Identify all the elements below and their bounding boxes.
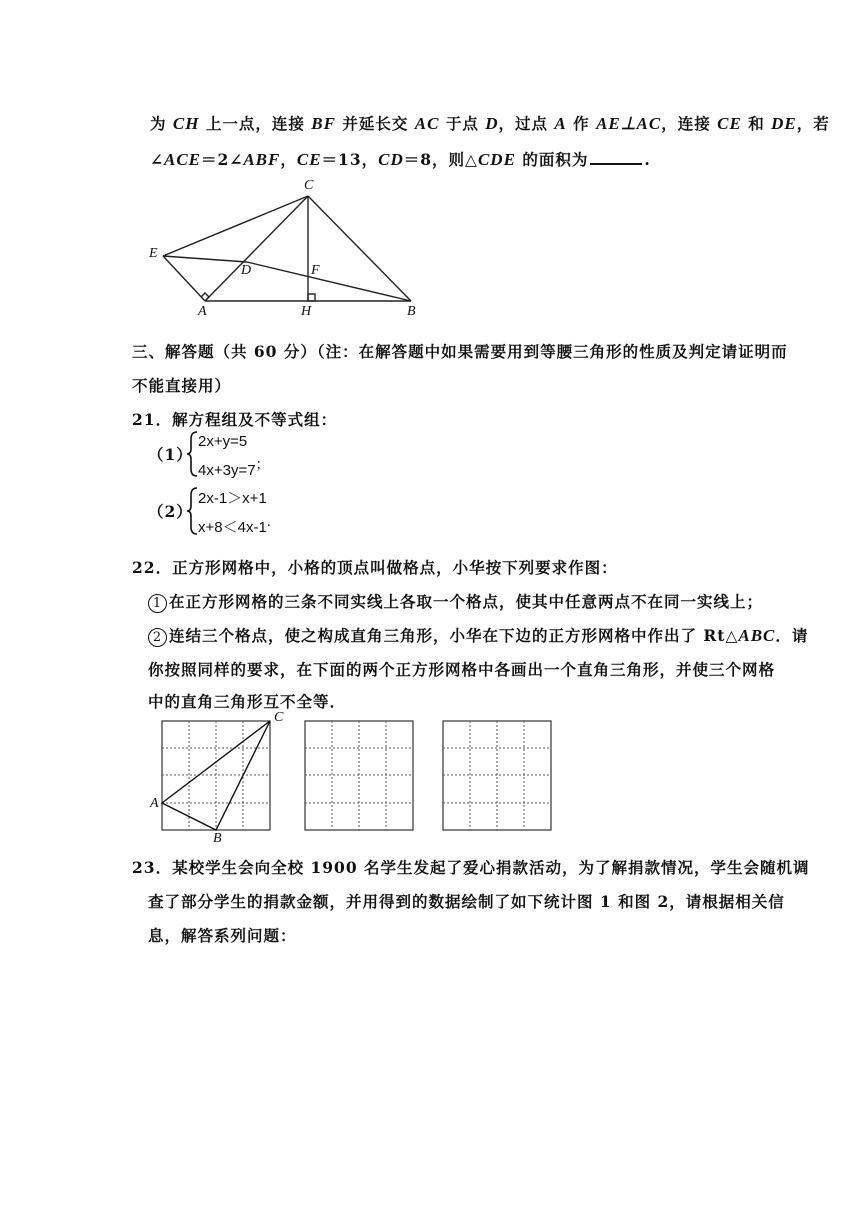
q20-text-line-2: [150, 148, 651, 170]
math-var: ABF: [243, 150, 281, 169]
equation-text: 4x+3y=7: [198, 462, 256, 479]
math-var: CDE: [477, 150, 516, 169]
math-var: ACE: [164, 150, 202, 169]
math-var: CE: [296, 150, 322, 169]
q22-title: 22．正方形网格中，小格的顶点叫做格点，小华按下列要求作图：: [132, 558, 618, 577]
q23-text-line-1: 23．某校学生会向全校 1900 名学生发起了爱心捐款活动，为了解捐款情况，学生会随机调: [132, 858, 810, 877]
circled-number-1: 1: [148, 594, 167, 613]
q22-step-1: [148, 590, 763, 613]
text: ，连接: [661, 114, 718, 133]
q23-text-line-2: 查了部分学生的捐款金额，并用得到的数据绘制了如下统计图 1 和图 2，请根据相关信: [148, 892, 785, 911]
segment-EA: [163, 256, 205, 301]
answer-blank[interactable]: [590, 149, 642, 165]
text: ＝2∠: [201, 150, 244, 169]
label-D: D: [241, 263, 252, 278]
equation: 2x+y=5: [198, 433, 248, 450]
text: 的面积为: [515, 150, 589, 169]
section-3-header: 三、解答题（共 60 分）（注：在解答题中如果需要用到等腰三角形的性质及判定请证明而: [132, 342, 788, 361]
inequality: [198, 510, 271, 539]
inequality: 2x-1＞x+1: [198, 490, 267, 507]
grid-2[interactable]: [305, 721, 413, 830]
label-C: C: [304, 178, 314, 193]
right-angle-mark-A: [201, 293, 209, 301]
section-3-header-cont: 不能直接用）: [132, 376, 232, 395]
q23-text-line-3: 息，解答系列问题：: [148, 926, 297, 945]
q21-part1-label: （1）: [148, 445, 193, 464]
q22-step-2: [148, 624, 808, 647]
segment-CA: [205, 196, 308, 301]
segment-ED: [163, 256, 247, 262]
math-var: AC: [414, 114, 440, 133]
text: 在正方形网格的三条不同实线上各取一个格点，使其中任意两点不在同一实线上；: [169, 592, 764, 611]
q21-part2-system: [198, 487, 271, 539]
text: 连结三个格点，使之构成直角三角形，小华在下边的正方形网格中作出了 Rt△: [169, 626, 739, 645]
q22-step-2-cont2: 中的直角三角形互不全等．: [148, 692, 347, 711]
label-E: E: [149, 246, 158, 261]
triangle-ABC: [162, 721, 270, 830]
text: 作: [566, 114, 597, 133]
segment-EC: [163, 196, 308, 256]
text: ＝13，: [321, 150, 379, 169]
math-var: BF: [311, 114, 336, 133]
text: 和: [741, 114, 772, 133]
label-H: H: [301, 304, 312, 319]
q20-text-line-1: [150, 112, 830, 134]
math-var: ABC: [738, 626, 776, 645]
circled-number-2: 2: [148, 628, 167, 647]
math-var: D: [485, 114, 499, 133]
punct: .: [266, 513, 271, 530]
inequality-text: x+8＜4x-1: [198, 519, 267, 536]
text: 于点: [439, 114, 486, 133]
grid-label-A: A: [150, 796, 159, 811]
text: ＝8，则△: [403, 150, 478, 169]
grid-1: [162, 721, 270, 830]
math-var: A: [554, 114, 567, 133]
text: ，: [280, 150, 297, 169]
punct: ；: [255, 456, 270, 472]
segment-DB: [247, 262, 411, 301]
label-B: B: [407, 304, 416, 319]
q21-title: 21．解方程组及不等式组：: [132, 410, 338, 429]
q21-part2-label: （2）: [148, 502, 193, 521]
right-angle-mark-H: [308, 294, 315, 301]
label-A: A: [198, 304, 207, 319]
text: ∠: [150, 150, 164, 169]
figure-lines: [163, 196, 411, 301]
text: 并延长交: [335, 114, 415, 133]
text: .: [644, 150, 651, 169]
text: 为: [150, 114, 173, 133]
math-var: CE: [717, 114, 742, 133]
text: 上一点，连接: [199, 114, 312, 133]
math-expr: AE⊥AC: [596, 114, 662, 133]
grid-label-B: B: [213, 831, 222, 846]
text: ，若: [796, 114, 830, 133]
q21-part1-system: [198, 431, 270, 482]
text: ．请: [775, 626, 809, 645]
grid-label-C: C: [274, 710, 284, 725]
equation: [198, 453, 270, 482]
label-F: F: [311, 263, 320, 278]
q22-step-2-cont: 你按照同样的要求，在下面的两个正方形网格中各画出一个直角三角形，并使三个网格: [148, 660, 776, 679]
text: ，过点: [498, 114, 555, 133]
math-var: DE: [771, 114, 797, 133]
math-var: CH: [172, 114, 200, 133]
grid-3[interactable]: [443, 721, 551, 830]
segment-CB: [308, 196, 411, 301]
math-var: CD: [378, 150, 404, 169]
